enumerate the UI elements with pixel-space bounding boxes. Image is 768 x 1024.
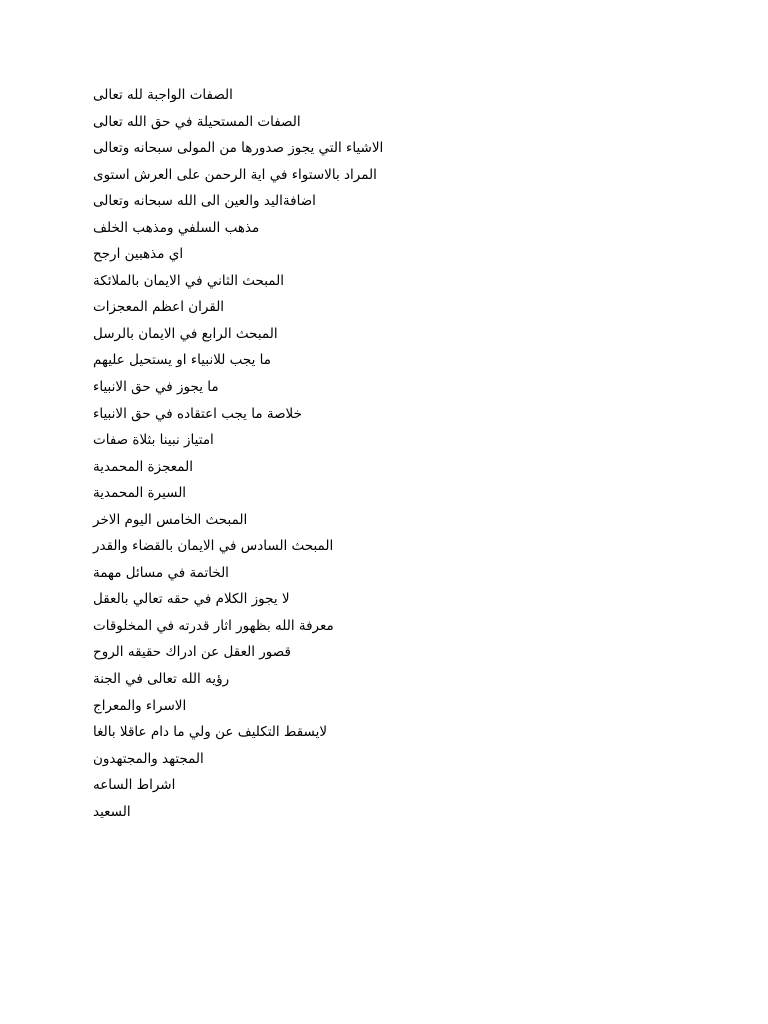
list-item [93,668,493,695]
list-item-text: القران اعظم المعجزات [93,299,225,316]
list-item [93,482,493,509]
list-item [93,509,493,536]
list-item-text: الخاتمة في مسائل مهمة [93,564,229,581]
list-item-text: المراد بالاستواء في اية الرحمن على العرش استوى [93,166,377,183]
list-item [93,562,493,589]
list-item [93,774,493,801]
list-item [93,190,493,217]
list-item [93,588,493,615]
list-item [93,456,493,483]
list-item [93,349,493,376]
list-item-text: اضافةاليد والعين الى الله سبحانه وتعالى [93,193,316,210]
list-item-text: لايسقط التكليف عن ولي ما دام عاقلا بالغا [93,724,328,741]
list-item-text: المجتهد والمجتهدون [93,750,204,767]
list-item-text: مذهب السلفي ومذهب الخلف [93,219,260,236]
list-item [93,615,493,642]
list-item-text: الاسراء والمعراج [93,697,191,714]
list-item [93,323,493,350]
list-item-text: خلاصة ما يجب اعتقاده في حق الانبياء [93,405,302,422]
list-item [93,429,493,456]
list-item [93,137,493,164]
list-item-text: رؤيه الله تعالى في الجنة [93,671,230,688]
list-item [93,535,493,562]
list-item-text: الصفات المستحيلة في حق الله تعالى [93,113,301,130]
list-item [93,84,493,111]
list-item-text: المعجزة المحمدية [93,458,193,475]
list-item [93,641,493,668]
list-item [93,695,493,722]
list-item-text: لا يجوز الكلام في حقه تعالي بالعقل [93,591,290,608]
list-item-text: ما يجوز في حق الانبياء [93,379,219,396]
list-item [93,164,493,191]
list-item [93,748,493,775]
list-item-text: ما يجب للانبياء او يستحيل عليهم [93,352,272,369]
list-item-text: الصفات الواجبة لله تعالى [93,87,233,103]
list-item-text: معرفة الله بظهور اثار قدرته في المخلوقات [93,617,334,634]
list-item-text: الاشياء التي يجوز صدورها من المولى سبحانه وتعالى [93,140,384,157]
list-item-text: السعيد [93,803,131,820]
topic-list [93,84,493,827]
list-item [93,217,493,244]
list-item [93,296,493,323]
list-item [93,801,493,828]
list-item [93,403,493,430]
list-item [93,111,493,138]
list-item-text: المبحث الخامس اليوم الاخر [93,511,252,528]
list-item-text: المبحث السادس في الايمان بالقضاء والقدر [93,538,334,555]
list-item [93,243,493,270]
list-item-text: اشراط الساعه [93,777,176,794]
list-item [93,376,493,403]
list-item [93,721,493,748]
list-item-text: المبحث الرابع في الايمان بالرسل [93,325,278,342]
list-item-text: قصور العقل عن ادراك حقيقه الروح [93,644,291,661]
list-item-text: امتياز نبينا بثلاة صفات [93,432,214,449]
list-item-text: اي مذهبين ارجح [93,246,184,263]
list-item [93,270,493,297]
list-item-text: المبحث الثاني في الايمان بالملائكة [93,272,284,289]
list-item-text: السيرة المحمدية [93,485,191,502]
